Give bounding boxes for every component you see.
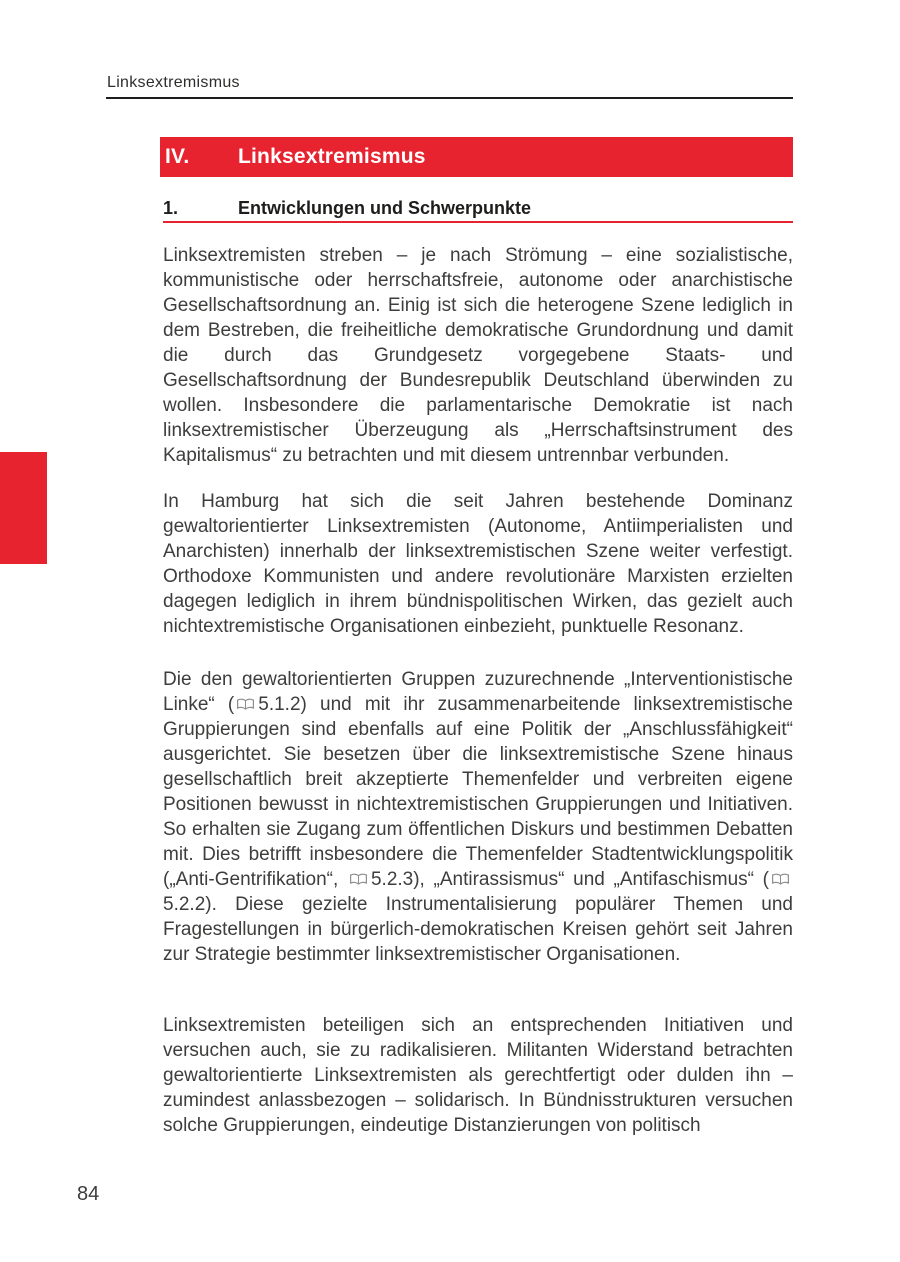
paragraph-3-text: 5.2.3), „Antirassismus“ und „Antifaschismus“ ( xyxy=(370,869,769,890)
paragraph-3-text: Die den gewaltorientierten Gruppen zuzurechnende „Interventionistische Linke“ ( xyxy=(163,669,793,715)
chapter-title: Linksextremismus xyxy=(238,145,426,168)
page-number: 84 xyxy=(77,1183,100,1205)
paragraph-1: Linksextremisten streben – je nach Strömung – eine sozialistische, kommunistische oder herrschaftsfreie, autonome oder anarchistische Gesellschaftsordnung an. Einig ist sich die heterogene Szene lediglich in dem Bestreben, die freiheitliche demokratische Grundordnung und damit die durch das Grundgesetz vorgegebene Staats- und Gesellschaftsordnung der Bundesrepublik Deutschland überwinden zu wollen. Insbesondere die parlamentarische Demokratie ist nach linksextremistischer Überzeugung als „Herrschaftsinstrument des Kapitalismus“ zu betrachten und mit diesem untrennbar verbunden. xyxy=(163,245,793,466)
running-header: Linksextremismus xyxy=(107,74,240,91)
paragraph-2: In Hamburg hat sich die seit Jahren bestehende Dominanz gewaltorientierter Linksextremisten (Autonome, Antiimperialisten und Anarchisten) innerhalb der linksextremistischen Szene weiter verfestigt. Orthodoxe Kommunisten und andere revolutionäre Marxisten erzielten dagegen lediglich in ihrem bündnispolitischen Wirken, das gezielt auch nichtextremistische Organisationen einbezieht, punktuelle Resonanz. xyxy=(163,491,793,637)
section-title: Entwicklungen und Schwerpunkte xyxy=(238,198,532,218)
chapter-number: IV. xyxy=(165,145,190,168)
section-number: 1. xyxy=(163,198,179,218)
open-book-reference-icon xyxy=(771,868,790,881)
open-book-reference-icon xyxy=(349,868,368,881)
paragraph-4: Linksextremisten beteiligen sich an entsprechenden Initiativen und versuchen auch, sie zu radikalisieren. Militanten Widerstand betrachten gewaltorientierte Linksextremisten als gerechtfertigt oder dulden ihn – zumindest anlassbezogen – solidarisch. In Bündnisstrukturen versuchen solche Gruppierungen, eindeutige Distanzierungen von politisch xyxy=(163,1015,793,1136)
chapter-banner xyxy=(160,137,793,177)
paragraph-3-text: 5.1.2) und mit ihr zusammenarbeitende linksextremistische Gruppierungen sind ebenfalls auf eine Politik der „Anschlussfähigkeit“ ausgerichtet. Sie besetzen über die linksextremistische Szene hinaus gesellschaftlich breit akzeptierte Themenfelder und verbreiten eigene Positionen bewusst in nichtextremistischen Gruppierungen und Initiativen. So erhalten sie Zugang zum öffentlichen Diskurs und bestimmen Debatten mit. Dies betrifft insbesondere die Themenfelder Stadtentwicklungspolitik („Anti-Gentrifikation“, xyxy=(163,694,793,890)
paragraph-3 xyxy=(163,667,793,967)
section-heading-rule xyxy=(163,221,793,223)
open-book-reference-icon xyxy=(236,693,255,706)
paragraph-3-text: 5.2.2). Diese gezielte Instrumentalisierung populärer Themen und Fragestellungen in bürgerlich-demokratischen Kreisen gehört seit Jahren zur Strategie bestimmter linksextremistischer Organisationen. xyxy=(163,894,793,965)
section-heading xyxy=(163,198,793,219)
header-rule xyxy=(106,97,793,99)
chapter-side-tab xyxy=(0,452,47,564)
